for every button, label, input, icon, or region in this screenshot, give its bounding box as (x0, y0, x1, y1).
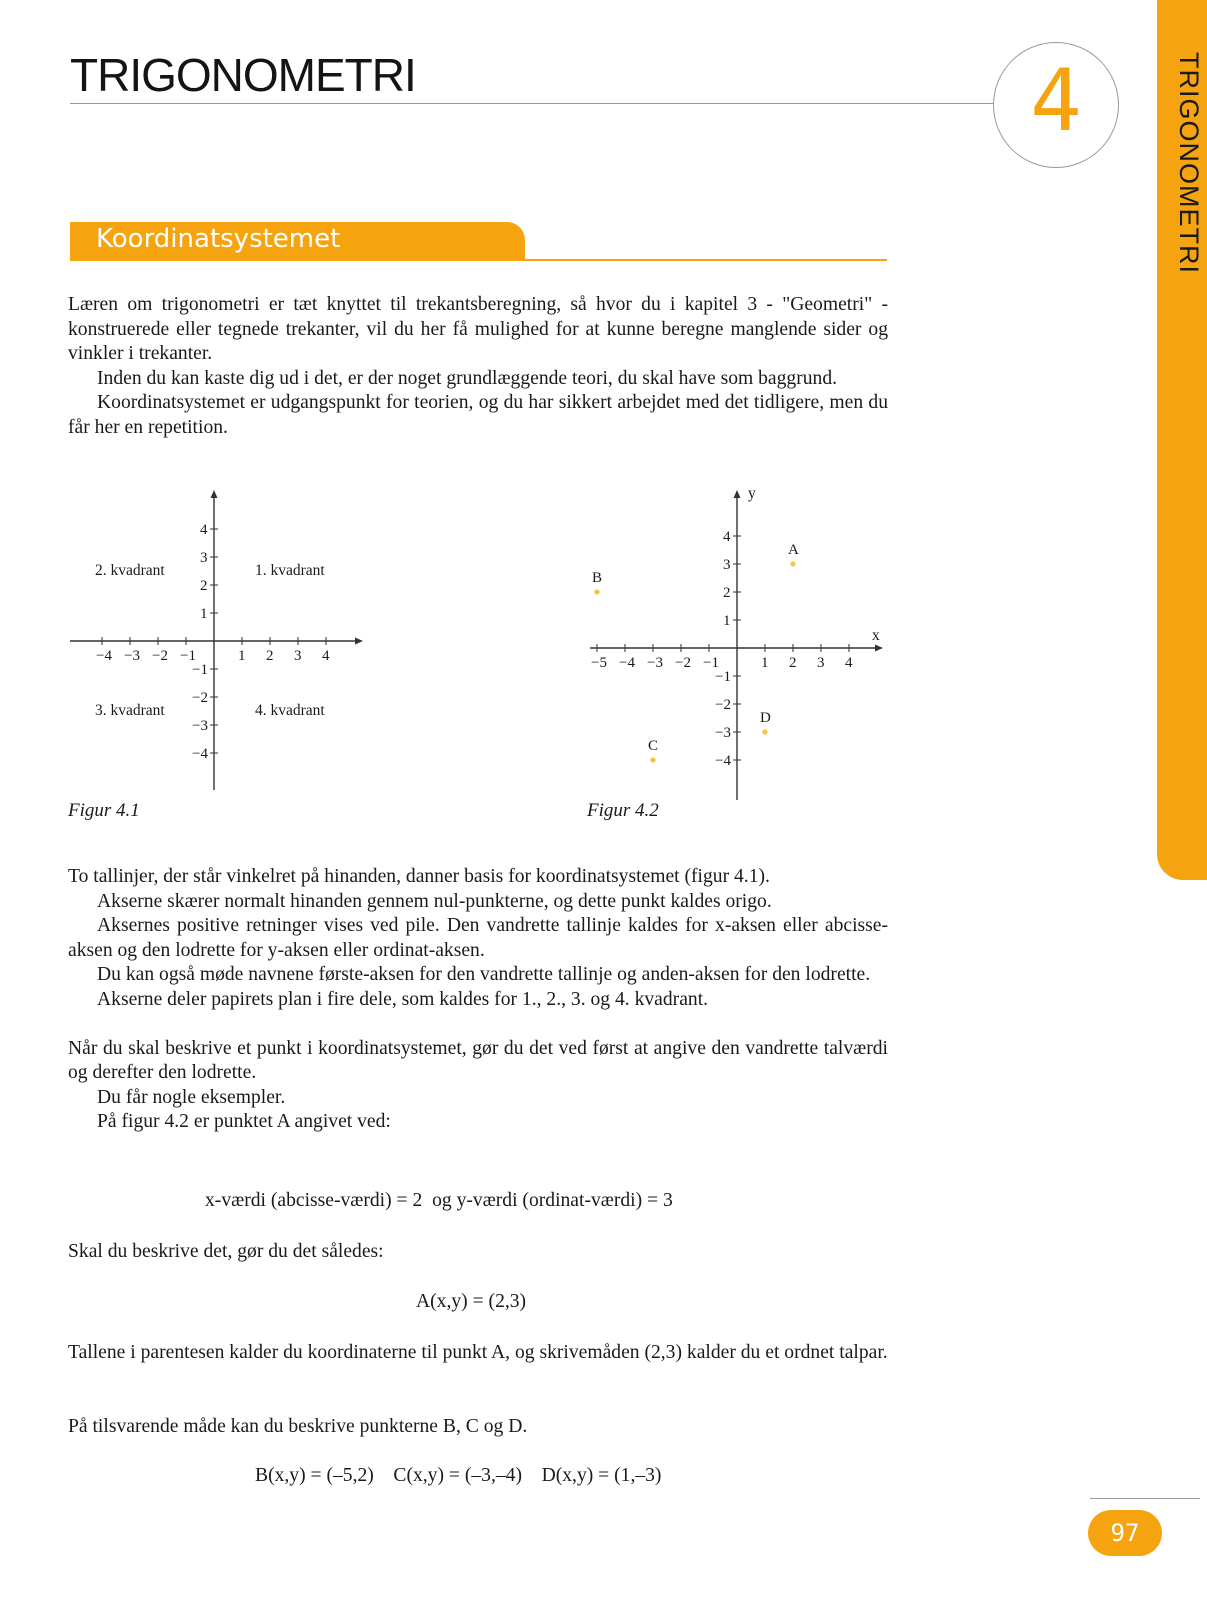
figure-4-2-caption: Figur 4.2 (587, 800, 659, 821)
paragraph: Akserne skærer normalt hinanden gennem nul-punkterne, og dette punkt kaldes origo. (97, 890, 772, 912)
side-tab-label: TRIGONOMETRI (1174, 52, 1204, 274)
y-tick-label: −2 (192, 690, 208, 706)
y-axis-arrow (734, 490, 741, 498)
paragraph: Du får nogle eksempler. (97, 1086, 286, 1108)
x-tick-label: 1 (238, 648, 246, 664)
point-c-label: C (648, 738, 659, 754)
x-tick-label: −2 (152, 648, 168, 664)
figure-4-1-caption: Figur 4.1 (68, 800, 140, 821)
quadrant-3-label: 3. kvadrant (95, 702, 165, 719)
y-tick-label: −3 (715, 725, 731, 741)
figure-4-2 (580, 485, 900, 805)
point-d (762, 729, 767, 734)
x-tick-label: 4 (845, 655, 853, 671)
point-c (650, 757, 655, 762)
paragraph: Tallene i parentesen kalder du koordinaterne til punkt A, og skrivemåden (2,3) kalder du et ordnet talpar. (68, 1342, 888, 1363)
section-heading-label: Koordinatsystemet (96, 224, 341, 254)
y-axis-arrow (211, 490, 218, 498)
paragraph: På figur 4.2 er punktet A angivet ved: (97, 1111, 391, 1133)
y-tick-label: 2 (723, 585, 731, 601)
paragraph: To tallinjer, der står vinkelret på hinanden, danner basis for koordinatsystemet (figur 4.1). (68, 866, 770, 887)
y-tick-label: −2 (715, 697, 731, 713)
page-number-badge (1088, 1510, 1162, 1556)
y-tick-label: 4 (200, 522, 208, 538)
paragraph: Inden du kan kaste dig ud i det, er der noget grundlæggende teori, du skal have som baggrund. (97, 367, 838, 389)
x-axis-label: x (872, 627, 880, 644)
paragraph: Du kan også møde navnene første-aksen for den vandrette tallinje og anden-aksen for den lodrette. (97, 964, 871, 986)
y-tick-label: −3 (192, 718, 208, 734)
x-tick-label: 2 (789, 655, 797, 671)
x-tick-label: −5 (591, 655, 607, 671)
chapter-number: 4 (1030, 51, 1082, 151)
y-tick-label: 3 (200, 550, 208, 566)
paragraph: Akserne deler papirets plan i fire dele, som kaldes for 1., 2., 3. og 4. kvadrant. (97, 988, 709, 1010)
point-d-label: D (760, 710, 771, 726)
x-tick-label: −1 (703, 655, 719, 671)
y-tick-label: 1 (723, 613, 731, 629)
paragraph: Når du skal beskrive et punkt i koordinatsystemet, gør du det ved først at angive den vandrette talværdi og derefter den lodrette. (68, 1037, 888, 1084)
x-tick-label: 3 (294, 648, 302, 664)
figure-4-1 (60, 485, 380, 795)
x-axis-arrow (875, 645, 883, 652)
x-tick-label: −3 (124, 648, 140, 664)
quadrant-2-label: 2. kvadrant (95, 562, 165, 579)
x-tick-label: −2 (675, 655, 691, 671)
formula-bcd: B(x,y) = (–5,2) C(x,y) = (–3,–4) D(x,y) = (1,–3) (255, 1465, 662, 1486)
y-tick-label: −4 (715, 753, 731, 769)
x-tick-label: −4 (96, 648, 112, 664)
paragraph: Koordinatsystemet er udgangspunkt for teorien, og du har sikkert arbejdet med det tidligere, men du får her en repetition. (68, 392, 888, 438)
x-tick-label: 1 (761, 655, 769, 671)
y-tick-label: 3 (723, 557, 731, 573)
y-tick-label: −1 (715, 669, 731, 685)
y-tick-label: 2 (200, 578, 208, 594)
page-number: 97 (1110, 1519, 1140, 1547)
x-tick-label: 4 (322, 648, 330, 664)
quadrant-1-label: 1. kvadrant (255, 562, 325, 579)
similar-text (68, 1415, 888, 1440)
x-tick-label: −4 (619, 655, 635, 671)
intro-text (68, 293, 888, 441)
paragraph: Aksernes positive retninger vises ved pile. Den vandrette tallinje kaldes for x-aksen eller abcisse-aksen og den lodrette for y-aksen eller ordinat-aksen. (68, 915, 888, 961)
y-tick-label: 4 (723, 529, 731, 545)
x-tick-label: 3 (817, 655, 825, 671)
paragraph: Skal du beskrive det, gør du det således: (68, 1241, 384, 1262)
page-title: TRIGONOMETRI (70, 49, 416, 101)
y-tick-label: −4 (192, 746, 208, 762)
body-text (68, 865, 888, 1135)
point-b-label: B (592, 570, 603, 586)
y-tick-label: −1 (192, 662, 208, 678)
y-tick-label: 1 (200, 606, 208, 622)
formula-a: A(x,y) = (2,3) (416, 1291, 527, 1312)
describe-intro (68, 1240, 888, 1265)
points (592, 542, 799, 763)
point-b (594, 589, 599, 594)
paragraph: Læren om trigonometri er tæt knyttet til trekantsberegning, så hvor du i kapitel 3 - "Geometri" - konstruerede eller tegnede trekanter, vil du her få mulighed for at kunne beregne manglende sider og vinkler i trekanter. (68, 294, 888, 365)
point-a (790, 561, 795, 566)
ordered-pair-text (68, 1341, 888, 1366)
title-rule (70, 103, 995, 104)
x-tick-label: 2 (266, 648, 274, 664)
section-heading (70, 222, 525, 261)
y-axis-label: y (748, 485, 756, 502)
chapter-badge (993, 42, 1119, 168)
point-a-label: A (788, 542, 799, 558)
footer-rule (1090, 1498, 1200, 1499)
formula-a-values: x-værdi (abcisse-værdi) = 2 og y-værdi (ordinat-værdi) = 3 (205, 1190, 673, 1211)
x-tick-label: −3 (647, 655, 663, 671)
x-tick-label: −1 (180, 648, 196, 664)
section-rule (525, 259, 887, 261)
x-axis-arrow (355, 638, 363, 645)
quadrant-4-label: 4. kvadrant (255, 702, 325, 719)
paragraph: På tilsvarende måde kan du beskrive punkterne B, C og D. (68, 1416, 528, 1437)
